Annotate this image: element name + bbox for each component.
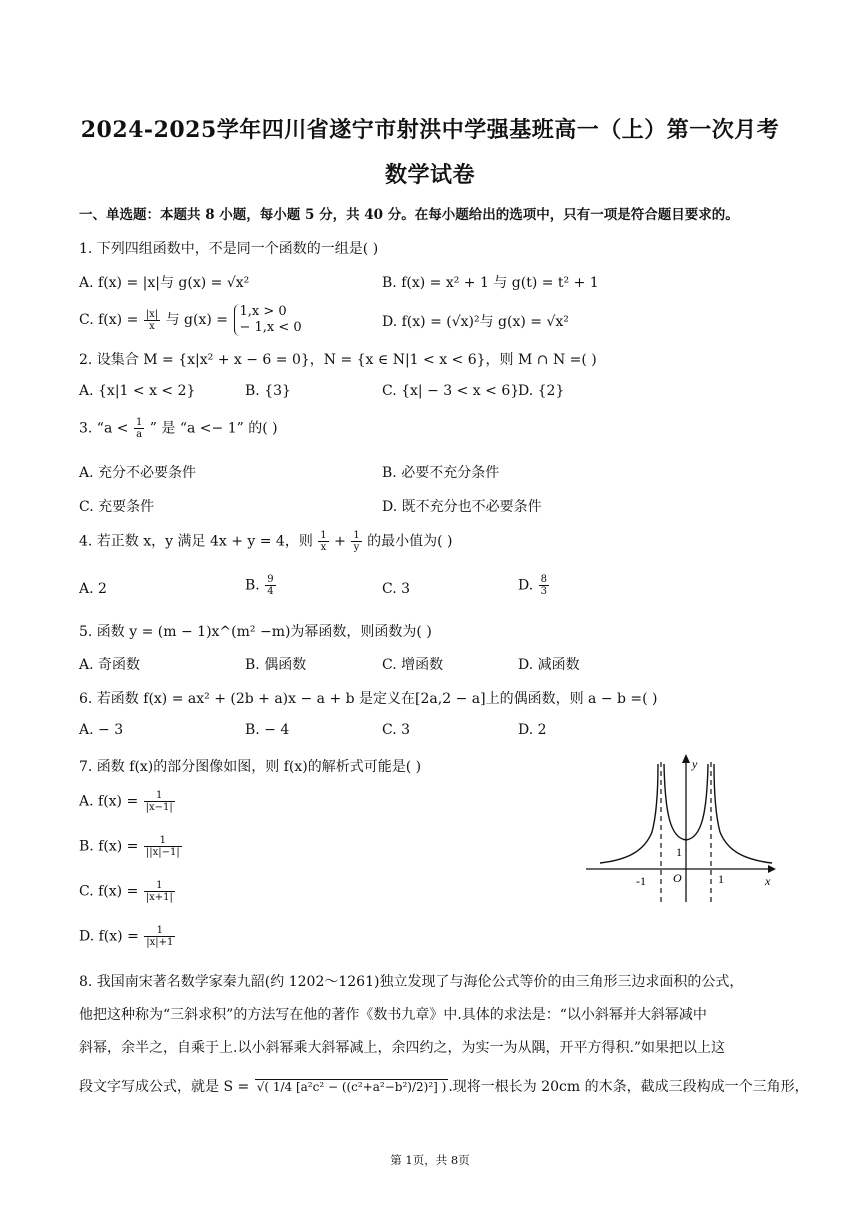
- question-2-stem: 2. 设集合 M = {x|x² + x − 6 = 0}，N = {x ∈ N|1 < x < 6}，则 M ∩ N =( ): [79, 352, 597, 368]
- curve-left-branch: [600, 764, 658, 863]
- question-4-stem: [79, 530, 453, 553]
- q3-frac-num: 1: [135, 417, 143, 428]
- q4-option-d: [518, 574, 550, 597]
- q3-option-a: A. 充分不必要条件: [79, 465, 197, 481]
- q8-line4-prefix: 段文字写成公式，就是 S =: [79, 1079, 250, 1095]
- x-axis-label: x: [765, 874, 771, 888]
- q4-b-num: 9: [267, 574, 274, 585]
- q7-d-fraction: [144, 925, 175, 948]
- q7-option-a: [79, 790, 176, 813]
- q4-option-c: C. 3: [382, 581, 411, 597]
- q7-c-fraction: [144, 880, 175, 903]
- q5-option-b: B. 偶函数: [245, 657, 307, 673]
- q1-c-prefix: C. f(x) =: [79, 312, 139, 328]
- question-3-stem: [79, 417, 278, 440]
- q1-c-frac-den: x: [149, 320, 155, 332]
- page-footer: 第 1页，共 8页: [390, 1153, 470, 1167]
- q7-c-den: |x+1|: [145, 892, 173, 903]
- q4-fraction-1: [318, 530, 328, 553]
- q4-option-a: A. 2: [79, 581, 107, 597]
- q4-f1-num: 1: [320, 530, 327, 541]
- exam-subtitle: 数学试卷: [384, 162, 475, 188]
- section-header: 一、单选题：本题共 8 小题，每小题 5 分，共 40 分。在每小题给出的选项中，只有一项是符合题目要求的。: [79, 207, 739, 223]
- q8-line-3: 斜幂，余半之，自乘于上.以小斜幂乘大斜幂减上，余四约之，为实一为从隅，开平方得积.”如果把以上这: [79, 1040, 726, 1056]
- q4-f2-den: y: [353, 542, 360, 553]
- x-tick-neg1: -1: [636, 874, 646, 888]
- q7-option-b: [79, 835, 183, 858]
- q7-d-num: 1: [144, 925, 175, 937]
- q7-b-den: ||x|−1|: [145, 847, 180, 858]
- q7-option-c: [79, 880, 176, 903]
- q2-option-c: C. {x| − 3 < x < 6}: [382, 383, 520, 399]
- question-5-stem: 5. 函数 y = (m − 1)x^(m² −m)为幂函数，则函数为( ): [79, 624, 432, 640]
- q4-option-b: [245, 574, 277, 597]
- q7-a-num: 1: [144, 790, 175, 802]
- q7-a-den: |x−1|: [145, 802, 173, 813]
- q3-stem-prefix: 3. “a <: [79, 420, 129, 437]
- q3-fraction: [134, 417, 144, 440]
- q4-d-den: 3: [540, 586, 548, 597]
- q6-option-c: C. 3: [382, 722, 411, 738]
- q2-option-a: A. {x|1 < x < 2}: [79, 383, 196, 399]
- q4-d-fraction: [539, 574, 549, 597]
- q8-line4-suffix: .现将一根长为 20cm 的木条，截成三段构成一个三角形，: [448, 1079, 809, 1095]
- q5-option-c: C. 增函数: [382, 657, 444, 673]
- y-axis-label: y: [692, 757, 698, 771]
- q7-c-num: 1: [144, 880, 175, 892]
- q6-option-b: B. − 4: [245, 722, 290, 738]
- q8-formula: √( 1/4 [a²c² − ((c²+a²−b²)/2)²] ): [256, 1080, 447, 1094]
- q7-d-prefix: D. f(x) =: [79, 928, 139, 945]
- q7-option-d: [79, 925, 176, 948]
- q4-d-num: 8: [540, 574, 548, 585]
- q1-c-mid: 与 g(x) =: [165, 312, 229, 328]
- q1-c-fraction: [144, 309, 160, 332]
- y-tick-1: 1: [676, 845, 682, 859]
- x-tick-1: 1: [718, 872, 724, 886]
- q4-f2-num: 1: [353, 530, 360, 541]
- q7-a-fraction: [144, 790, 175, 813]
- q1-option-b: B. f(x) = x² + 1 与 g(t) = t² + 1: [382, 275, 599, 291]
- q7-b-fraction: [144, 835, 182, 858]
- x-axis-arrow: [768, 865, 776, 873]
- q5-option-a: A. 奇函数: [79, 657, 141, 673]
- q7-a-prefix: A. f(x) =: [79, 793, 139, 810]
- q8-line-2: 他把这种称为“三斜求积”的方法写在他的著作《数书九章》中.具体的求法是：“以小斜幂并大斜幂减中: [79, 1007, 707, 1023]
- q7-b-num: 1: [144, 835, 182, 847]
- q7-b-prefix: B. f(x) =: [79, 838, 139, 855]
- q3-frac-den: a: [136, 429, 143, 440]
- q3-option-b: B. 必要不充分条件: [382, 465, 500, 481]
- q1-c-case2: − 1,x < 0: [239, 320, 302, 335]
- q1-option-a: A. f(x) = |x|与 g(x) = √x²: [79, 275, 250, 291]
- q2-option-d: D. {2}: [518, 383, 565, 399]
- q6-option-d: D. 2: [518, 722, 547, 738]
- exam-title: 2024-2025学年四川省遂宁市射洪中学强基班高一（上）第一次月考: [80, 117, 780, 143]
- q4-b-fraction: [265, 574, 275, 597]
- q4-stem-prefix: 4. 若正数 x，y 满足 4x + y = 4，则: [79, 533, 313, 550]
- q3-option-d: D. 既不充分也不必要条件: [382, 499, 542, 515]
- question-6-stem: 6. 若函数 f(x) = ax² + (2b + a)x − a + b 是定义在[2a,2 − a]上的偶函数，则 a − b =( ): [79, 691, 658, 707]
- q2-option-b: B. {3}: [245, 383, 291, 399]
- q3-option-c: C. 充要条件: [79, 499, 155, 515]
- question-1-stem: 1. 下列四组函数中，不是同一个函数的一组是( ): [79, 241, 379, 257]
- y-axis-arrow: [682, 754, 690, 763]
- q7-d-den: |x|+1: [146, 937, 174, 948]
- q4-b-prefix: B.: [245, 577, 260, 594]
- q4-fraction-2: [351, 530, 361, 553]
- q4-d-prefix: D.: [518, 577, 534, 594]
- q3-stem-suffix: ” 是 “a <− 1” 的( ): [149, 420, 278, 437]
- q8-line-4: [79, 1076, 809, 1096]
- q4-plus: +: [334, 533, 346, 550]
- q1-c-frac-num: |x|: [145, 308, 159, 320]
- function-graph: [586, 752, 786, 907]
- q5-option-d: D. 减函数: [518, 657, 580, 673]
- q4-b-den: 4: [267, 586, 274, 597]
- q6-option-a: A. − 3: [79, 722, 124, 738]
- question-7-stem: 7. 函数 f(x)的部分图像如图，则 f(x)的解析式可能是( ): [79, 759, 422, 775]
- q4-stem-suffix: 的最小值为( ): [367, 533, 453, 550]
- curve-right-branch: [714, 764, 772, 863]
- q1-option-d: D. f(x) = (√x)²与 g(x) = √x²: [382, 314, 569, 330]
- q1-c-piecewise: [234, 304, 301, 336]
- q4-f1-den: x: [320, 542, 327, 553]
- q1-c-case1: 1,x > 0: [239, 304, 287, 319]
- q7-c-prefix: C. f(x) =: [79, 883, 139, 900]
- q1-option-c: [79, 304, 302, 336]
- origin-label: O: [673, 871, 682, 885]
- q8-line-1: 8. 我国南宋著名数学家秦九韶(约 1202～1261)独立发现了与海伦公式等价的由三角形三边求面积的公式，: [79, 974, 744, 990]
